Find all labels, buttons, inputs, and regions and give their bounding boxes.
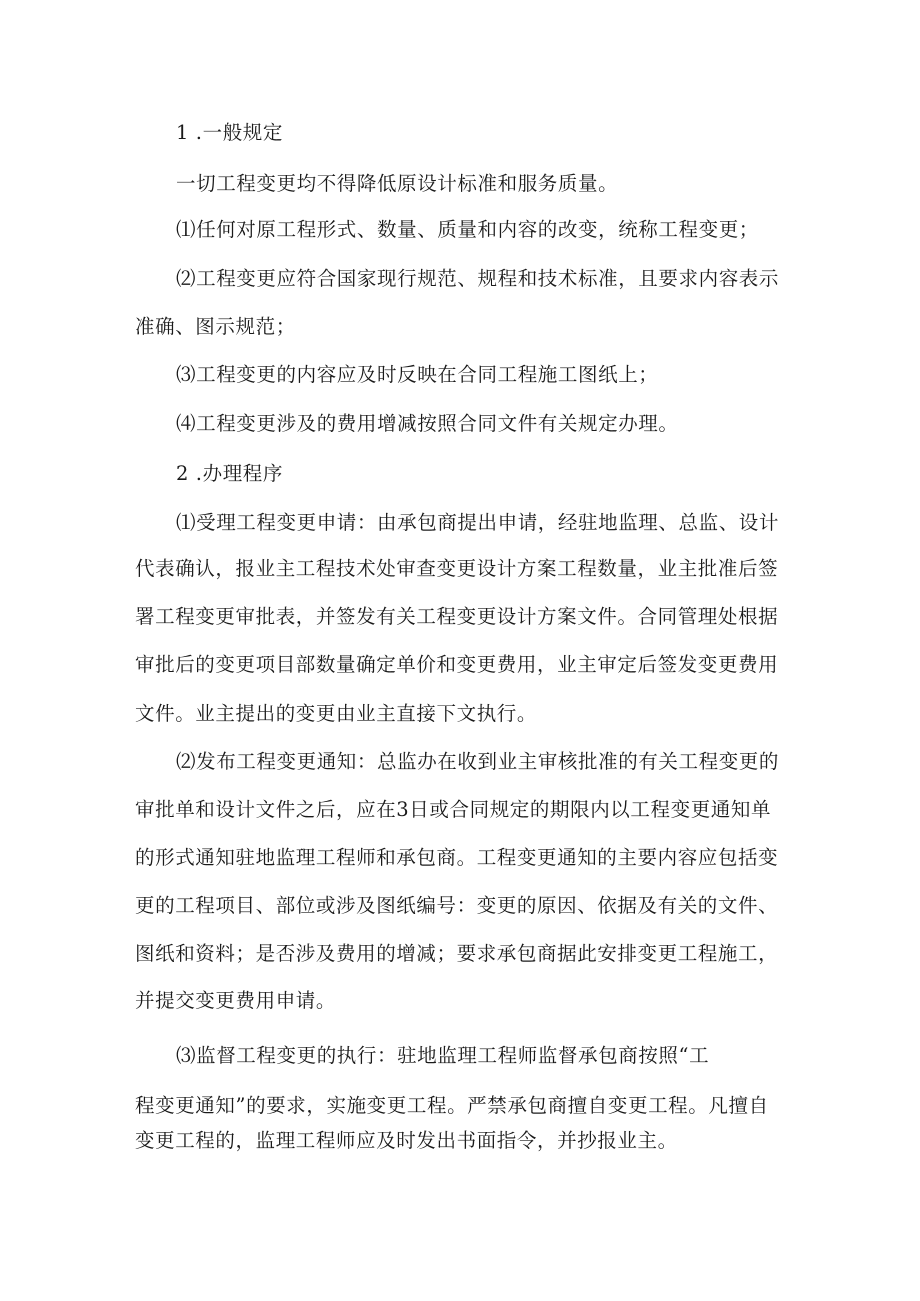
procedure-item-1-cont: 审批后的变更项目部数量确定单价和变更费用，业主审定后签发变更费用 [135, 653, 779, 676]
procedure-item-1-cont: 署工程变更审批表，并签发有关工程变更设计方案文件。合同管理处根据 [135, 605, 779, 628]
section-heading-general: 1 .一般规定 [176, 121, 284, 144]
list-item-1: ⑴任何对原工程形式、数量、质量和内容的改变，统称工程变更； [176, 218, 759, 241]
list-item-3: ⑶工程变更的内容应及时反映在合同工程施工图纸上； [176, 363, 659, 386]
procedure-item-2-cont: 审批单和设计文件之后，应在3日或合同规定的期限内以工程变更通知单 [135, 798, 772, 821]
list-item-2-cont: 准确、图示规范； [135, 315, 296, 338]
procedure-item-2: ⑵发布工程变更通知：总监办在收到业主审核批准的有关工程变更的 [176, 750, 780, 773]
procedure-item-1-cont: 文件。业主提出的变更由业主直接下文执行。 [135, 702, 538, 725]
procedure-item-3-cont: 变更工程的，监理工程师应及时发出书面指令，并抄报业主。 [135, 1129, 678, 1152]
procedure-item-2-cont: 更的工程项目、部位或涉及图纸编号：变更的原因、依据及有关的文件、 [135, 894, 779, 917]
list-item-4: ⑷工程变更涉及的费用增减按照合同文件有关规定办理。 [176, 412, 679, 435]
procedure-item-3-cont: 程变更通知”的要求，实施变更工程。严禁承包商擅自变更工程。凡擅自 [135, 1094, 769, 1117]
procedure-item-3: ⑶监督工程变更的执行：驻地监理工程师监督承包商按照“工 [176, 1044, 710, 1067]
procedure-item-1: ⑴受理工程变更申请：由承包商提出申请，经驻地监理、总监、设计 [176, 511, 780, 534]
procedure-item-2-cont: 的形式通知驻地监理工程师和承包商。工程变更通知的主要内容应包括变 [135, 846, 779, 869]
procedure-item-2-cont: 图纸和资料；是否涉及费用的增减；要求承包商据此安排变更工程施工， [135, 942, 779, 965]
paragraph-line: 一切工程变更均不得降低原设计标准和服务质量。 [176, 172, 619, 195]
list-item-2: ⑵工程变更应符合国家现行规范、规程和技术标准，且要求内容表示 [176, 267, 780, 290]
procedure-item-2-cont: 并提交变更费用申请。 [135, 989, 337, 1012]
section-heading-procedure: 2 .办理程序 [176, 462, 284, 485]
procedure-item-1-cont: 代表确认，报业主工程技术处审查变更设计方案工程数量，业主批准后签 [135, 557, 779, 580]
